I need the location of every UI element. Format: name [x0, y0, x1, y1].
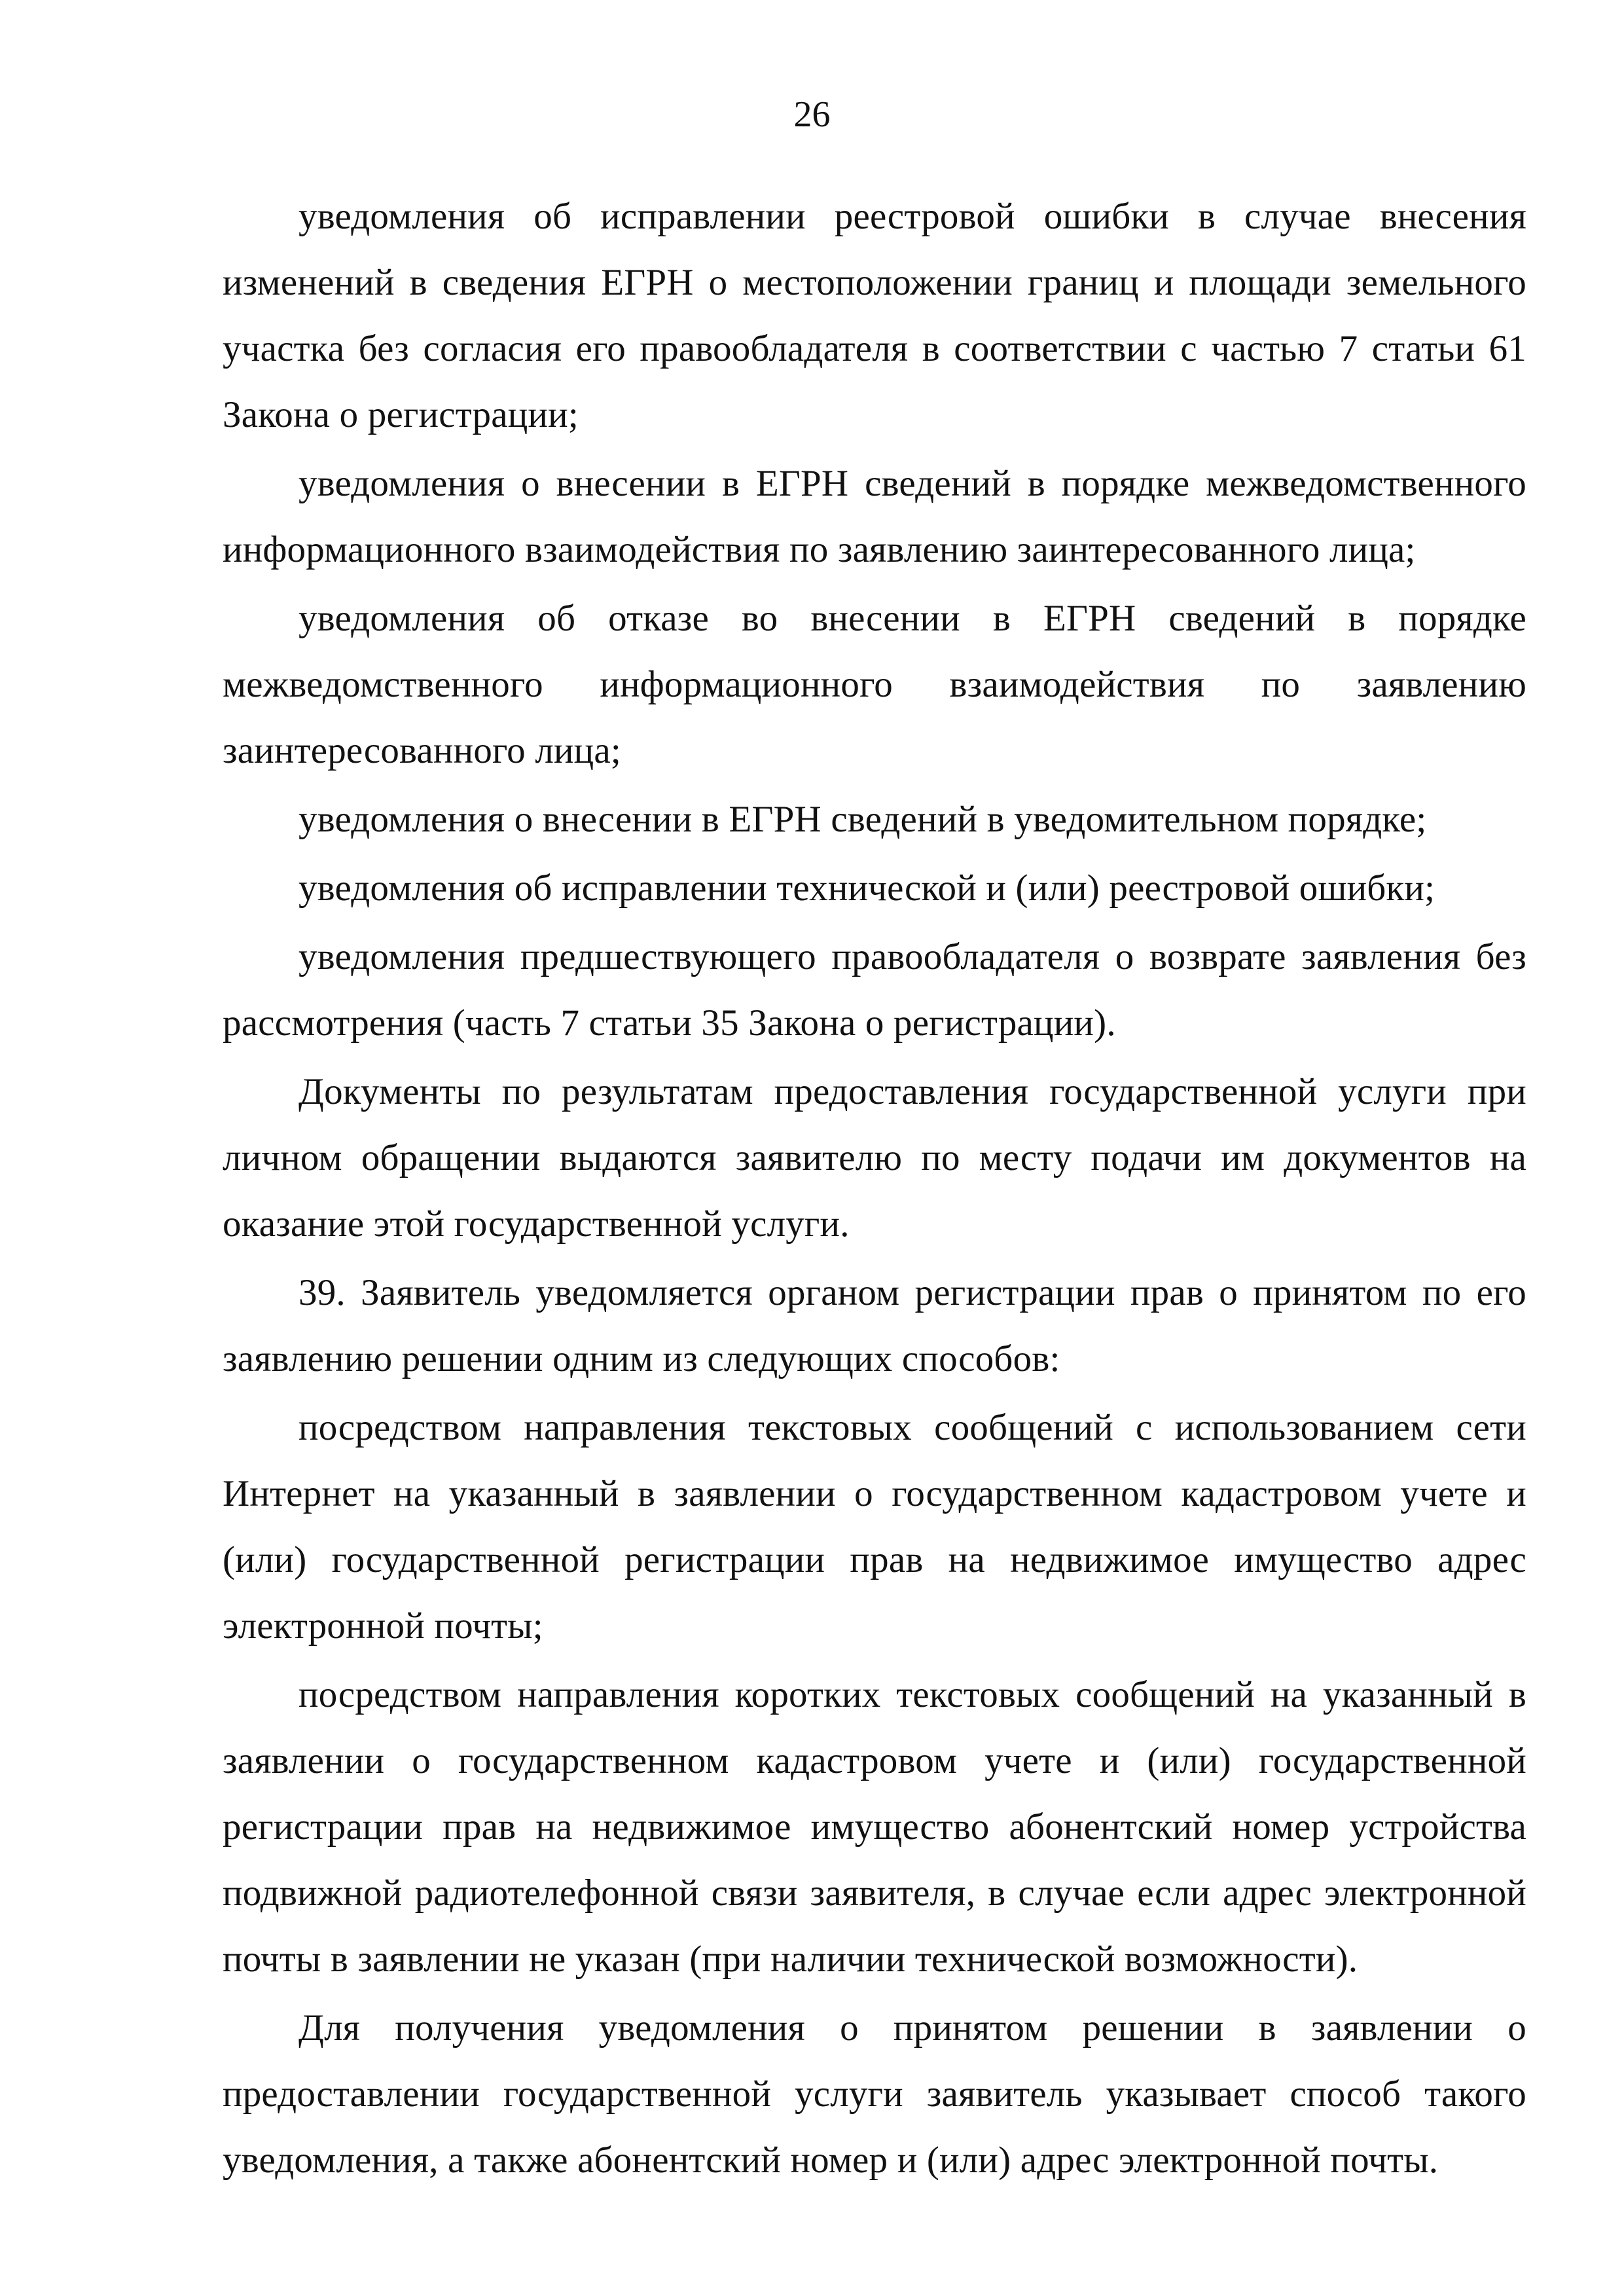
paragraph-documents-issued: Документы по результатам предоставления государственной услуги при личном обращении выдаются заявителю по месту подачи им документов на оказание этой государственной услуги.: [223, 1071, 1526, 1245]
paragraph-method-selection: Для получения уведомления о принятом решении в заявлении о предоставлении государственной услуги заявитель указывает способ такого уведомления, а также абонентский номер и (или) адрес электронной почты.: [223, 2007, 1526, 2181]
paragraph-previous-owner-notice: уведомления предшествующего правообладателя о возврате заявления без рассмотрения (часть 7 статьи 35 Закона о регистрации).: [223, 936, 1526, 1044]
paragraph-email-method: посредством направления текстовых сообщений с использованием сети Интернет на указанный в заявлении о государственном кадастровом учете и (или) государственной регистрации прав на недвижимое имущество адрес электронной почты;: [223, 1407, 1526, 1647]
paragraph-sms-method: посредством направления коротких текстовых сообщений на указанный в заявлении о государственном кадастровом учете и (или) государственной регистрации прав на недвижимое имущество абонентский номер устройства подвижной радиотелефонной связи заявителя, в случае если адрес электронной почты в заявлении не указан (при наличии технической возможности).: [223, 1674, 1526, 1980]
paragraph-interagency-refusal-notice: уведомления об отказе во внесении в ЕГРН сведений в порядке межведомственного информационного взаимодействия по заявлению заинтересованного лица;: [223, 598, 1526, 771]
page-number: 26: [793, 94, 831, 135]
paragraph-technical-error-notice: уведомления об исправлении технической и (или) реестровой ошибки;: [298, 867, 1435, 909]
paragraph-interagency-entry-notice: уведомления о внесении в ЕГРН сведений в порядке межведомственного информационного взаимодействия по заявлению заинтересованного лица;: [223, 463, 1526, 570]
document-body: [223, 183, 1526, 2193]
paragraph-notification-order: уведомления о внесении в ЕГРН сведений в уведомительном порядке;: [298, 799, 1427, 840]
paragraph-39-notification-methods: 39. Заявитель уведомляется органом регистрации прав о принятом по его заявлению решении одним из следующих способов:: [223, 1272, 1526, 1379]
paragraph-registry-error-notice: уведомления об исправлении реестровой ошибки в случае внесения изменений в сведения ЕГРН о местоположении границ и площади земельного участка без согласия его правообладателя в соответствии с частью 7 статьи 61 Закона о регистрации;: [223, 196, 1526, 435]
